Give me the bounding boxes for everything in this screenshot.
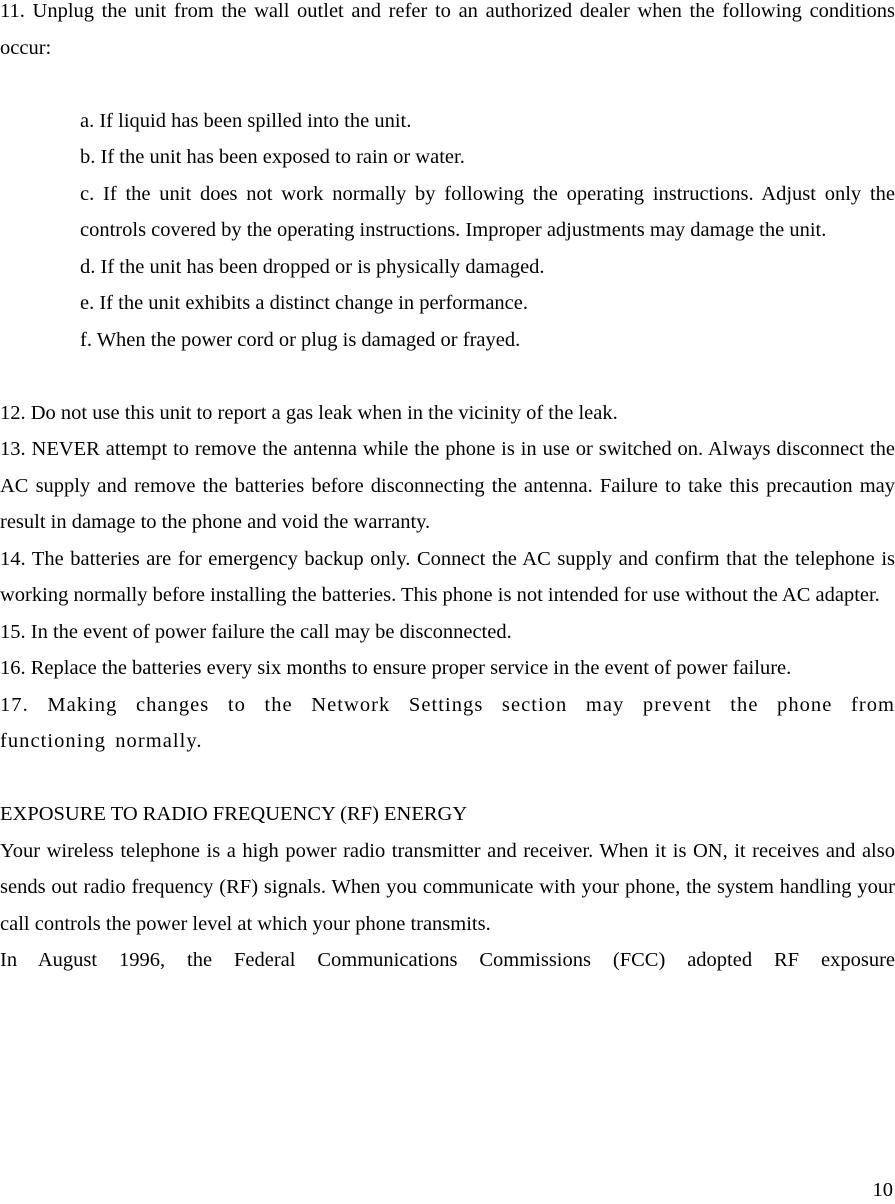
item-17: 17. Making changes to the Network Settings section may prevent the phone from functioning normally. [0,693,895,752]
condition-f: f. When the power cord or plug is damaged or frayed. [80,328,521,351]
rf-heading: EXPOSURE TO RADIO FREQUENCY (RF) ENERGY [0,803,468,825]
item-12: 12. Do not use this unit to report a gas leak when in the vicinity of the leak. [0,401,618,424]
item-13: 13. NEVER attempt to remove the antenna while the phone is in use or switched on. Always disconnect the AC supply and remove the batteries before disconnecting the antenna. Failure to take this precaution may result in damage to the phone and void the warranty. [0,438,895,533]
condition-b: b. If the unit has been exposed to rain or water. [80,146,465,168]
conditions-list [0,103,895,359]
condition-c: c. If the unit does not work normally by following the operating instructions. Adjust only the controls covered by the operating instructions. Improper adjustments may damage the unit. [80,182,895,241]
item-11-intro: 11. Unplug the unit from the wall outlet and refer to an authorized dealer when the following conditions occur: [0,0,895,59]
item-16: 16. Replace the batteries every six months to ensure proper service in the event of power failure. [0,657,792,679]
item-15: 15. In the event of power failure the call may be disconnected. [0,620,512,643]
rf-paragraph-2: In August 1996, the Federal Communications Commissions (FCC) adopted RF exposure [0,949,895,971]
spacer [0,358,895,395]
condition-d: d. If the unit has been dropped or is physically damaged. [80,255,545,278]
item-14: 14. The batteries are for emergency backup only. Connect the AC supply and confirm that the telephone is working normally before installing the batteries. This phone is not intended for use without the AC adapter. [0,547,895,606]
condition-e: e. If the unit exhibits a distinct change in performance. [80,292,528,314]
page-number: 10 [872,1179,893,1201]
condition-a: a. If liquid has been spilled into the unit. [80,109,412,132]
spacer [0,66,895,103]
spacer [0,760,895,797]
rf-paragraph-1: Your wireless telephone is a high power radio transmitter and receiver. When it is ON, it receives and also sends out radio frequency (RF) signals. When you communicate with your phone, the system handling your call controls the power level at which your phone transmits. [0,839,895,935]
